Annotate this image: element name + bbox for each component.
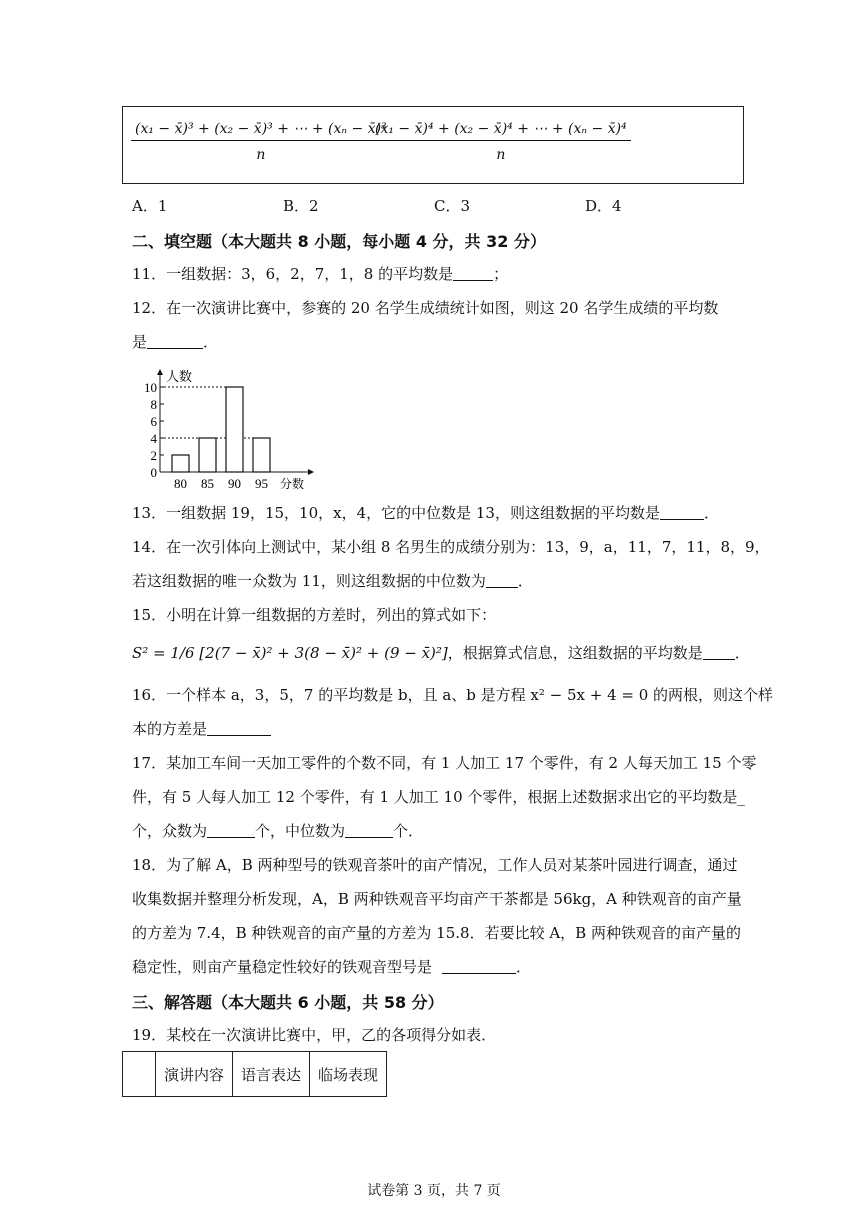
question-17-line1: 17．某加工车间一天加工零件的个数不同，有 1 人加工 17 个零件，有 2 人每天加工 15 个零	[132, 754, 757, 772]
y-tick-label: 6	[150, 414, 157, 429]
question-14-line2	[132, 570, 533, 591]
answer-blank	[207, 823, 255, 838]
question-19: 19．某校在一次演讲比赛中，甲，乙的各项得分如表．	[132, 1026, 497, 1044]
x-axis-label: 分数	[280, 477, 305, 491]
y-tick-label: 0	[150, 465, 157, 480]
bar	[253, 438, 270, 472]
question-punct: ．	[703, 504, 719, 522]
fraction-numerator: (x₁ − x̄)³ + (x₂ − x̄)³ + ⋯ + (xₙ − x̄)³	[131, 121, 391, 141]
table-header: 临场表现	[310, 1052, 387, 1097]
y-tick-label: 2	[150, 448, 157, 463]
question-16-line2	[132, 718, 271, 739]
question-18-line3: 的方差为 7.4，B 种铁观音的亩产量的方差为 15.8．若要比较 A，B 两种铁观音的亩产量的	[132, 924, 741, 942]
question-text: 个，众数为	[132, 822, 208, 840]
x-axis-arrow	[308, 469, 314, 475]
x-tick-label: 95	[255, 476, 268, 491]
answer-blank	[345, 823, 393, 838]
question-text: 13．一组数据 19，15，10，x，4，它的中位数是 13，则这组数据的平均数是	[132, 504, 660, 522]
question-punct: ；	[493, 265, 509, 283]
option-d: D．4	[585, 197, 622, 215]
option-c: C．3	[434, 197, 471, 215]
x-tick-label: 85	[201, 476, 214, 491]
answer-blank	[703, 645, 735, 660]
question-17-line2: 件，有 5 人每人加工 12 个零件，有 1 人加工 10 个零件，根据上述数据求出它的平均数是_	[132, 788, 745, 806]
cubic-moment-fraction	[131, 121, 391, 163]
question-text: 个．	[393, 822, 424, 840]
variance-formula: S² = 1/6 [2(7 − x̄)² + 3(8 − x̄)² + (9 − x̄)²]	[132, 644, 448, 662]
question-text: 稳定性，则亩产量稳定性较好的铁观音型号是	[132, 958, 433, 976]
y-tick-label: 8	[150, 397, 157, 412]
table-row	[123, 1052, 387, 1097]
fraction-denominator: n	[496, 147, 506, 163]
question-11	[132, 263, 508, 284]
question-text: 若这组数据的唯一众数为 11，则这组数据的中位数为	[132, 572, 486, 590]
question-text: 11．一组数据：3，6，2，7，1，8 的平均数是	[132, 265, 454, 283]
option-b: B．2	[283, 197, 319, 215]
bar	[199, 438, 216, 472]
question-12-line2	[132, 331, 218, 352]
table-header-empty	[123, 1052, 156, 1097]
bar	[226, 387, 243, 472]
question-17-line3	[132, 820, 423, 841]
option-a: A．1	[132, 197, 168, 215]
score-bar-chart	[140, 362, 330, 492]
answer-blank	[660, 505, 704, 520]
question-13	[132, 502, 719, 523]
answer-blank	[442, 959, 516, 974]
score-table	[122, 1051, 387, 1097]
question-text: ，根据算式信息，这组数据的平均数是	[447, 644, 703, 662]
question-18-line1: 18．为了解 A，B 两种型号的铁观音茶叶的亩产情况，工作人员对某茶叶园进行调查，通过	[132, 856, 738, 874]
question-15-line2	[132, 642, 750, 663]
fraction-denominator: n	[256, 147, 266, 163]
bar	[172, 455, 189, 472]
question-18-line2: 收集数据并整理分析发现，A，B 两种铁观音平均亩产干茶都是 56kg，A 种铁观音的亩产量	[132, 890, 742, 908]
table-header: 演讲内容	[156, 1052, 233, 1097]
section-heading-solve: 三、解答题（本大题共 6 小题，共 58 分）	[132, 993, 444, 1012]
y-axis-arrow	[157, 369, 163, 375]
x-tick-label: 90	[228, 476, 241, 491]
question-18-line4	[132, 956, 531, 977]
question-16-line1: 16．一个样本 a，3，5，7 的平均数是 b，且 a、b 是方程 x² − 5x + 4 = 0 的两根，则这个样	[132, 686, 774, 704]
answer-blank	[453, 266, 493, 281]
table-header: 语言表达	[233, 1052, 310, 1097]
question-15-line1: 15．小明在计算一组数据的方差时，列出的算式如下：	[132, 606, 497, 624]
section-heading-fill-blank: 二、填空题（本大题共 8 小题，每小题 4 分，共 32 分）	[132, 232, 546, 251]
question-punct: ．	[516, 958, 532, 976]
answer-blank	[207, 721, 271, 736]
question-text: 是	[132, 333, 148, 351]
formula-box	[122, 106, 744, 184]
fraction-numerator: (x₁ − x̄)⁴ + (x₂ − x̄)⁴ + ⋯ + (xₙ − x̄)⁴	[371, 121, 631, 141]
quartic-moment-fraction	[371, 121, 631, 163]
question-text: 本的方差是	[132, 720, 208, 738]
question-punct: ．	[517, 572, 533, 590]
question-14-line1: 14．在一次引体向上测试中，某小组 8 名男生的成绩分别为：13，9，a，11，7，11，8，9，	[132, 538, 770, 556]
question-punct: ．	[734, 644, 750, 662]
y-axis-label: 人数	[166, 370, 193, 385]
x-tick-label: 80	[174, 476, 187, 491]
answer-blank	[147, 334, 203, 349]
question-text: 个，中位数为	[255, 822, 346, 840]
y-tick-label: 10	[144, 380, 157, 395]
question-12-line1: 12．在一次演讲比赛中，参赛的 20 名学生成绩统计如图，则这 20 名学生成绩的平均数	[132, 299, 719, 317]
page-footer: 试卷第 3 页，共 7 页	[367, 1183, 501, 1199]
question-punct: ．	[203, 333, 219, 351]
y-tick-label: 4	[150, 431, 157, 446]
answer-blank	[486, 573, 518, 588]
